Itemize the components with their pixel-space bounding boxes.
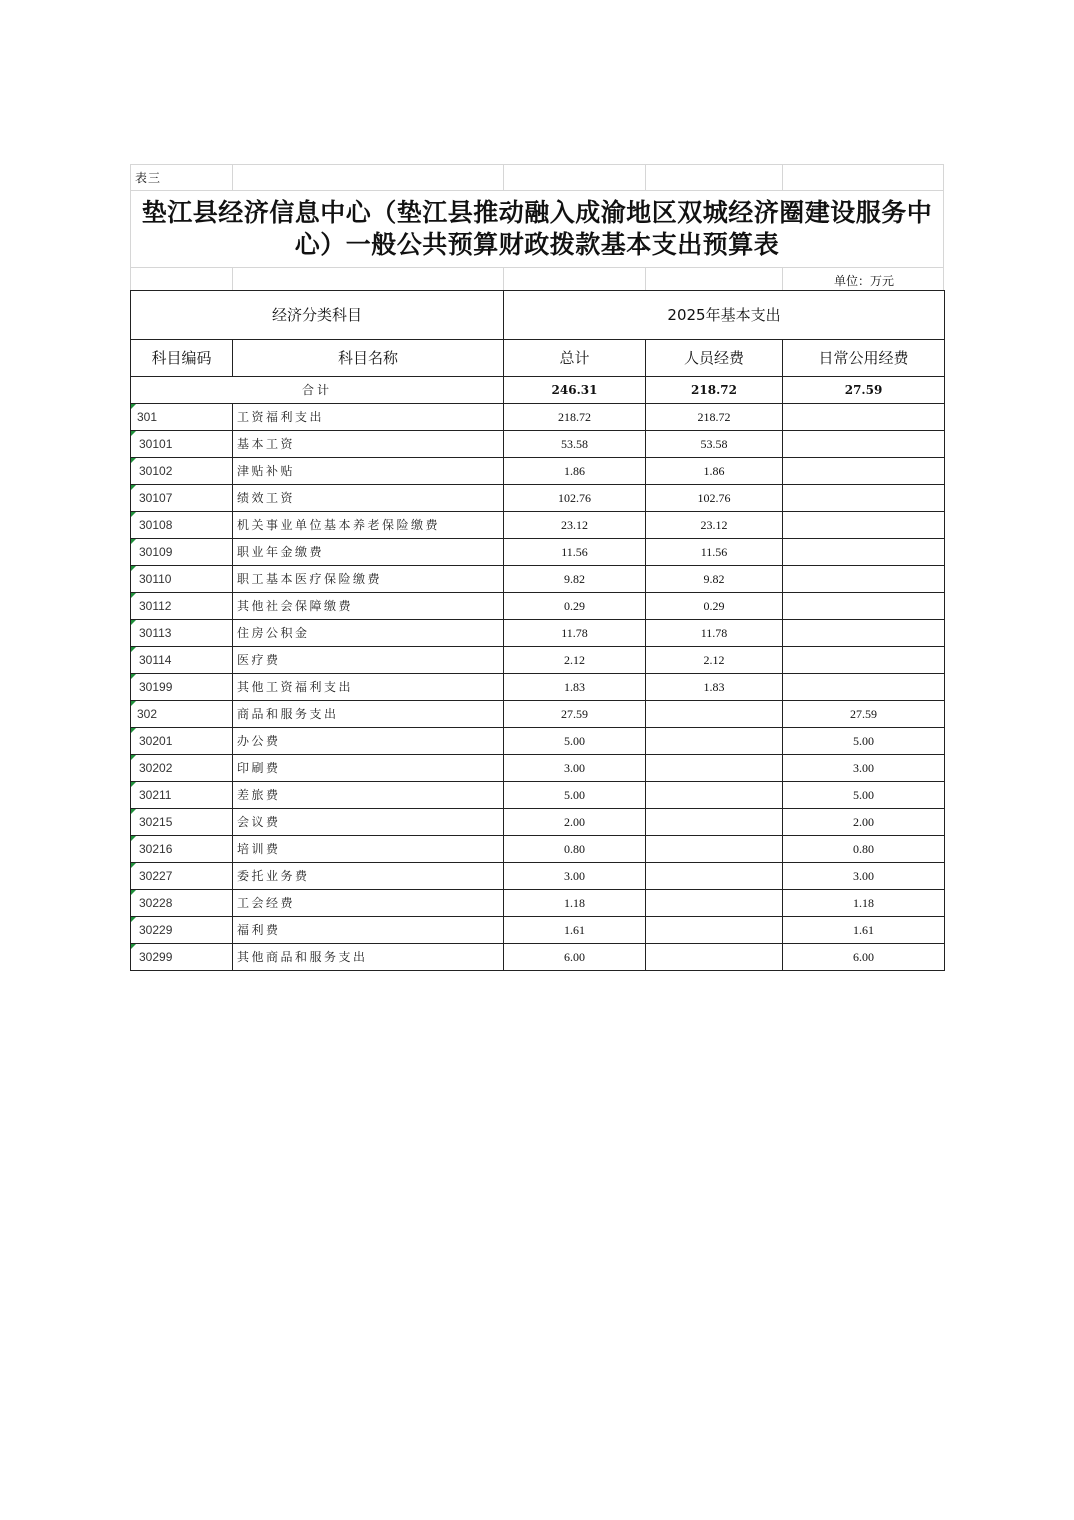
row-code: 30110 (131, 566, 233, 593)
row-total: 5.00 (504, 728, 646, 755)
table-row (131, 404, 945, 431)
row-code: 30227 (131, 863, 233, 890)
row-public (783, 647, 945, 674)
row-public: 0.80 (783, 836, 945, 863)
row-total: 11.78 (504, 620, 646, 647)
row-total: 5.00 (504, 782, 646, 809)
table-row (131, 593, 945, 620)
row-code: 30229 (131, 917, 233, 944)
row-public (783, 431, 945, 458)
row-code: 302 (131, 701, 233, 728)
row-public (783, 566, 945, 593)
row-total: 1.83 (504, 674, 646, 701)
table-row (131, 620, 945, 647)
row-personnel (646, 701, 783, 728)
row-public: 3.00 (783, 755, 945, 782)
table-row (131, 755, 945, 782)
row-personnel: 11.56 (646, 539, 783, 566)
unit-label: 单位：万元 (833, 274, 894, 288)
total-row (131, 377, 945, 404)
row-name: 其他社会保障缴费 (233, 593, 504, 620)
row-total: 23.12 (504, 512, 646, 539)
row-name: 差旅费 (233, 782, 504, 809)
row-personnel (646, 728, 783, 755)
row-name: 职工基本医疗保险缴费 (233, 566, 504, 593)
row-name: 福利费 (233, 917, 504, 944)
table-row (131, 647, 945, 674)
row-total: 1.18 (504, 890, 646, 917)
header-public: 日常公用经费 (783, 340, 945, 377)
table-row (131, 863, 945, 890)
row-name: 医疗费 (233, 647, 504, 674)
row-personnel (646, 944, 783, 971)
table-row (131, 917, 945, 944)
row-total: 102.76 (504, 485, 646, 512)
table-row (131, 674, 945, 701)
row-total: 2.12 (504, 647, 646, 674)
row-total: 6.00 (504, 944, 646, 971)
row-total: 0.29 (504, 593, 646, 620)
title-line-1: 垫江县经济信息中心（垫江县推动融入成渝地区双城经济圈建设服务中 (141, 198, 933, 227)
total-sum: 246.31 (504, 377, 646, 404)
table-label-row (130, 164, 944, 190)
row-name: 其他商品和服务支出 (233, 944, 504, 971)
table-row (131, 836, 945, 863)
row-code: 30114 (131, 647, 233, 674)
unit-row (130, 267, 944, 290)
header-basic-expenditure: 2025年基本支出 (504, 291, 945, 340)
row-personnel (646, 836, 783, 863)
row-name: 办公费 (233, 728, 504, 755)
row-personnel (646, 917, 783, 944)
row-code: 30107 (131, 485, 233, 512)
row-personnel: 0.29 (646, 593, 783, 620)
row-total: 0.80 (504, 836, 646, 863)
row-code: 30112 (131, 593, 233, 620)
row-code: 301 (131, 404, 233, 431)
row-personnel: 1.83 (646, 674, 783, 701)
row-name: 商品和服务支出 (233, 701, 504, 728)
title-line-2: 心）一般公共预算财政拨款基本支出预算表 (294, 230, 780, 259)
table-row (131, 890, 945, 917)
row-public (783, 512, 945, 539)
row-code: 30102 (131, 458, 233, 485)
row-code: 30216 (131, 836, 233, 863)
row-name: 住房公积金 (233, 620, 504, 647)
row-public: 5.00 (783, 728, 945, 755)
table-row (131, 728, 945, 755)
budget-sheet (130, 164, 944, 971)
row-name: 会议费 (233, 809, 504, 836)
row-name: 基本工资 (233, 431, 504, 458)
row-name: 工资福利支出 (233, 404, 504, 431)
row-public (783, 404, 945, 431)
row-total: 9.82 (504, 566, 646, 593)
row-public (783, 539, 945, 566)
row-public: 5.00 (783, 782, 945, 809)
row-personnel (646, 890, 783, 917)
header-column-row (131, 340, 945, 377)
row-personnel: 1.86 (646, 458, 783, 485)
row-name: 其他工资福利支出 (233, 674, 504, 701)
row-public: 2.00 (783, 809, 945, 836)
row-public (783, 674, 945, 701)
total-public: 27.59 (783, 377, 945, 404)
header-code: 科目编码 (131, 340, 233, 377)
row-code: 30101 (131, 431, 233, 458)
row-code: 30199 (131, 674, 233, 701)
table-row (131, 485, 945, 512)
table-row (131, 809, 945, 836)
row-code: 30211 (131, 782, 233, 809)
row-total: 1.61 (504, 917, 646, 944)
row-code: 30228 (131, 890, 233, 917)
header-name: 科目名称 (233, 340, 504, 377)
total-label: 合计 (131, 377, 504, 404)
row-total: 11.56 (504, 539, 646, 566)
row-name: 机关事业单位基本养老保险缴费 (233, 512, 504, 539)
row-personnel: 2.12 (646, 647, 783, 674)
total-personnel: 218.72 (646, 377, 783, 404)
row-public: 6.00 (783, 944, 945, 971)
row-name: 工会经费 (233, 890, 504, 917)
row-public (783, 458, 945, 485)
row-personnel (646, 782, 783, 809)
row-public: 1.61 (783, 917, 945, 944)
table-row (131, 458, 945, 485)
row-total: 53.58 (504, 431, 646, 458)
row-public (783, 620, 945, 647)
header-economic-category: 经济分类科目 (131, 291, 504, 340)
row-code: 30109 (131, 539, 233, 566)
row-total: 218.72 (504, 404, 646, 431)
row-name: 津贴补贴 (233, 458, 504, 485)
row-code: 30201 (131, 728, 233, 755)
row-name: 培训费 (233, 836, 504, 863)
table-row (131, 944, 945, 971)
row-code: 30299 (131, 944, 233, 971)
row-total: 2.00 (504, 809, 646, 836)
row-public: 3.00 (783, 863, 945, 890)
table-row (131, 701, 945, 728)
row-code: 30215 (131, 809, 233, 836)
header-personnel: 人员经费 (646, 340, 783, 377)
table-row (131, 782, 945, 809)
table-row (131, 539, 945, 566)
row-code: 30113 (131, 620, 233, 647)
row-personnel: 218.72 (646, 404, 783, 431)
table-row (131, 566, 945, 593)
table-row (131, 431, 945, 458)
row-total: 1.86 (504, 458, 646, 485)
row-personnel (646, 863, 783, 890)
header-group-row (131, 291, 945, 340)
row-public: 1.18 (783, 890, 945, 917)
row-personnel: 9.82 (646, 566, 783, 593)
row-name: 委托业务费 (233, 863, 504, 890)
row-personnel (646, 809, 783, 836)
budget-table (130, 290, 945, 971)
row-public (783, 485, 945, 512)
table-label: 表三 (135, 171, 162, 185)
table-row (131, 512, 945, 539)
row-name: 绩效工资 (233, 485, 504, 512)
row-total: 3.00 (504, 863, 646, 890)
row-public: 27.59 (783, 701, 945, 728)
row-code: 30108 (131, 512, 233, 539)
row-personnel: 11.78 (646, 620, 783, 647)
row-personnel: 102.76 (646, 485, 783, 512)
row-total: 3.00 (504, 755, 646, 782)
row-total: 27.59 (504, 701, 646, 728)
row-personnel: 53.58 (646, 431, 783, 458)
header-total: 总计 (504, 340, 646, 377)
page-title (131, 197, 943, 261)
title-row (130, 190, 944, 267)
row-personnel: 23.12 (646, 512, 783, 539)
row-name: 职业年金缴费 (233, 539, 504, 566)
row-code: 30202 (131, 755, 233, 782)
row-personnel (646, 755, 783, 782)
row-name: 印刷费 (233, 755, 504, 782)
row-public (783, 593, 945, 620)
